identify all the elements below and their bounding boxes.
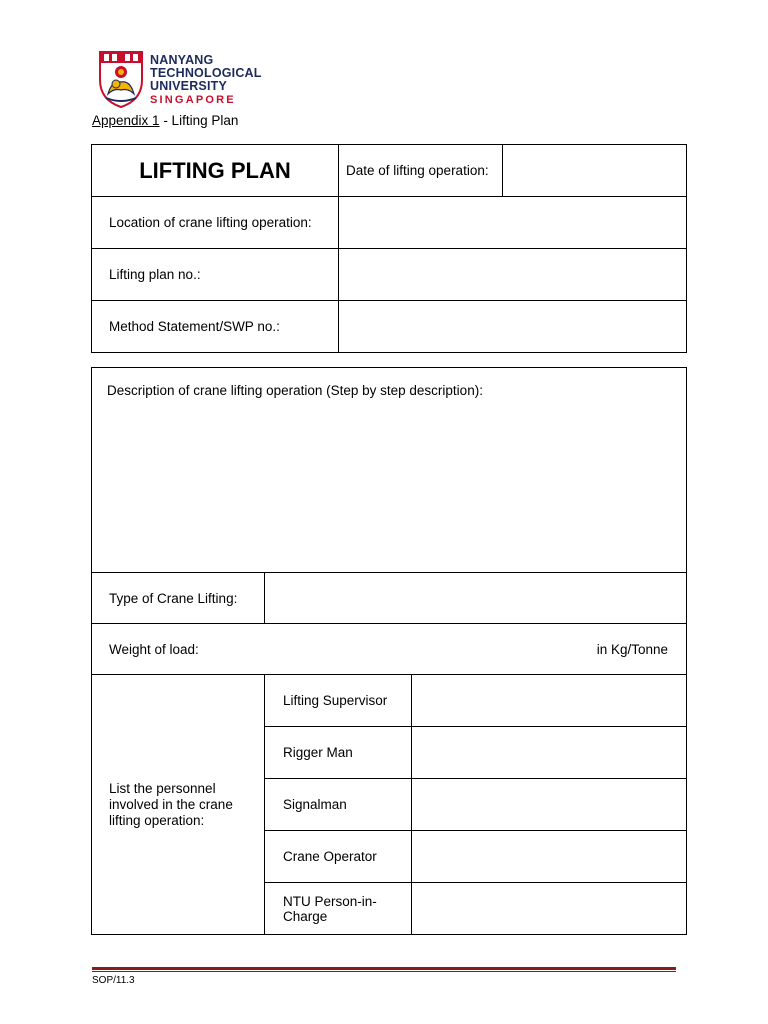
role-label-rigger-man: Rigger Man [265,727,412,779]
personnel-label: List the personnel involved in the crane lifting operation: [92,675,265,935]
role-label-ntu-person-in-charge: NTU Person-in-Charge [265,883,412,935]
location-label: Location of crane lifting operation: [92,197,339,249]
description-field[interactable] [92,368,687,573]
role-label-crane-operator: Crane Operator [265,831,412,883]
weight-unit: in Kg/Tonne [596,641,669,657]
form-title: LIFTING PLAN [92,145,339,197]
logo-text-line2: TECHNOLOGICAL [150,66,262,80]
plan-no-field[interactable] [339,249,687,301]
weight-field[interactable] [92,624,687,675]
crane-type-field[interactable] [265,573,687,624]
crane-type-label: Type of Crane Lifting: [92,573,265,624]
logo-text-line1: NANYANG [150,53,214,67]
role-field-rigger-man[interactable] [412,727,687,779]
ntu-logo [98,50,263,110]
role-field-signalman[interactable] [412,779,687,831]
description-label: Description of crane lifting operation (Step by step description): [107,383,483,398]
location-field[interactable] [339,197,687,249]
lifting-plan-header-table [91,144,687,353]
weight-label: Weight of load: [109,641,199,657]
lifting-details-table [91,367,687,935]
footer-code: SOP/11.3 [92,975,135,986]
ntu-crest-icon [98,50,144,108]
plan-no-label: Lifting plan no.: [92,249,339,301]
role-field-lifting-supervisor[interactable] [412,675,687,727]
appendix-heading [92,113,238,128]
footer-rule [92,967,676,970]
method-statement-field[interactable] [339,301,687,353]
logo-text-line4: SINGAPORE [150,94,236,106]
method-statement-label: Method Statement/SWP no.: [92,301,339,353]
date-field[interactable] [503,145,687,197]
appendix-link[interactable]: Appendix 1 [92,113,160,128]
footer-rule-thin [92,971,676,972]
appendix-title: - Lifting Plan [159,113,239,128]
logo-text-line3: UNIVERSITY [150,79,228,93]
date-label: Date of lifting operation: [339,145,503,197]
role-label-signalman: Signalman [265,779,412,831]
role-field-crane-operator[interactable] [412,831,687,883]
role-label-lifting-supervisor: Lifting Supervisor [265,675,412,727]
role-field-ntu-person-in-charge[interactable] [412,883,687,935]
